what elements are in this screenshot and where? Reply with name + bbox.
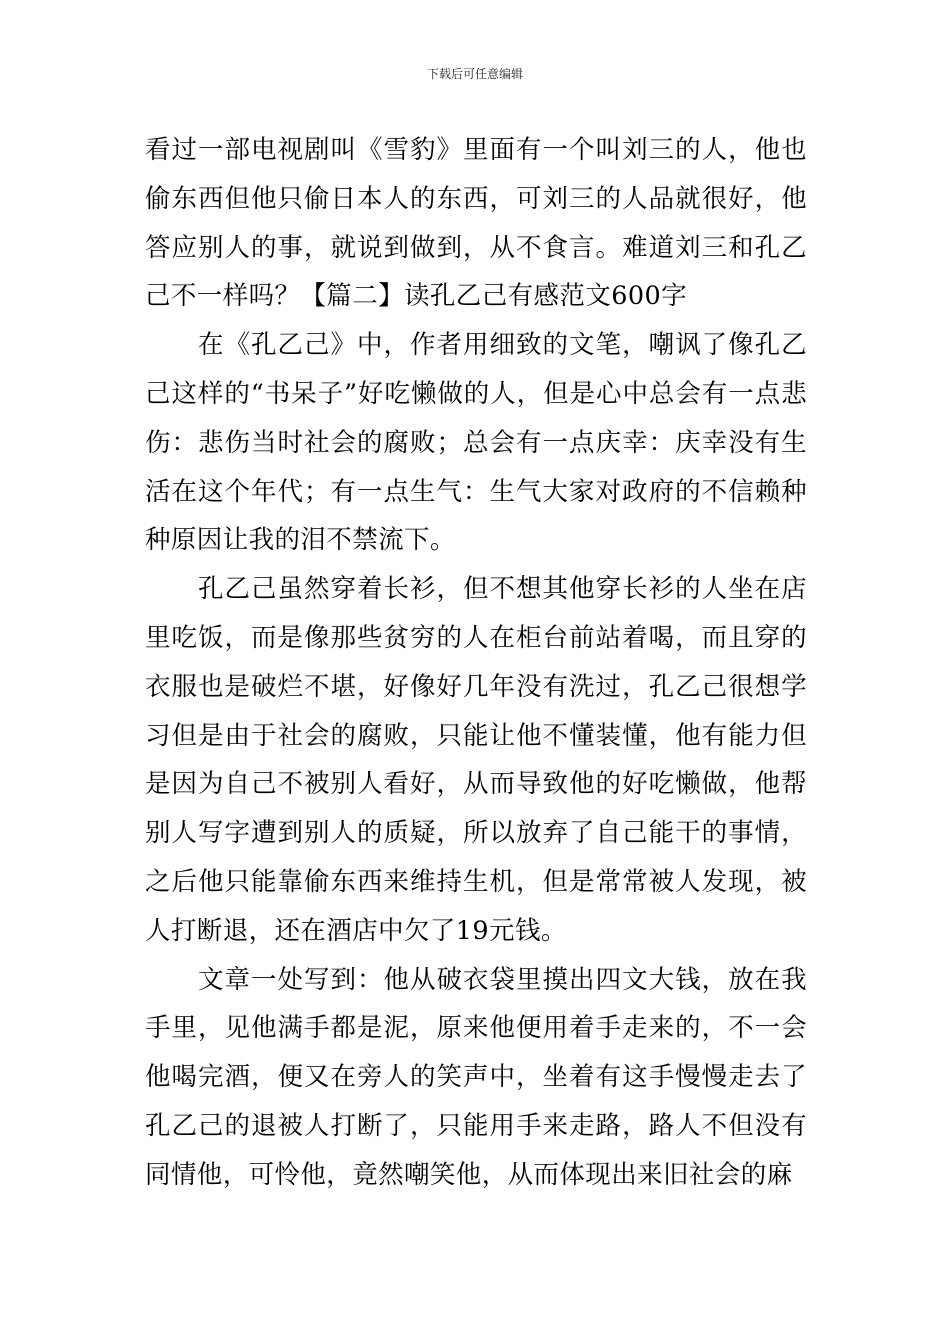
document-body <box>145 126 807 1200</box>
page-header: 下载后可任意编辑 <box>426 67 523 81</box>
paragraph-4: 文章一处写到：他从破衣袋里摸出四文大钱，放在我手里，见他满手都是泥，原来他便用着手走来的，不一会他喝完酒，便又在旁人的笑声中，坐着有这手慢慢走去了孔乙己的退被人打断了，只能用手来走路，路人不但没有同情他，可怜他，竟然嘲笑他，从而体现出来旧社会的麻 <box>145 964 807 1190</box>
paragraph-2: 在《孔乙己》中，作者用细致的文笔，嘲讽了像孔乙己这样的“书呆子”好吃懒做的人，但是心中总会有一点悲伤：悲伤当时社会的腐败；总会有一点庆幸：庆幸没有生活在这个年代；有一点生气：生气大家对政府的不信赖种种原因让我的泪不禁流下。 <box>145 330 807 556</box>
paragraph-1: 看过一部电视剧叫《雪豹》里面有一个叫刘三的人，他也偷东西但他只偷日本人的东西，可刘三的人品就很好，他答应别人的事，就说到做到，从不食言。难道刘三和孔乙己不一样吗？【篇二】读孔乙己有感范文600字 <box>145 135 807 312</box>
paragraph-3: 孔乙己虽然穿着长衫，但不想其他穿长衫的人坐在店里吃饭，而是像那些贫穷的人在柜台前站着喝，而且穿的衣服也是破烂不堪，好像好几年没有洗过，孔乙己很想学习但是由于社会的腐败，只能让他不懂装懂，他有能力但是因为自己不被别人看好，从而导致他的好吃懒做，他帮别人写字遭到别人的质疑，所以放弃了自己能干的事情，之后他只能靠偷东西来维持生机，但是常常被人发现，被人打断退，还在酒店中欠了19元钱。 <box>145 574 807 946</box>
